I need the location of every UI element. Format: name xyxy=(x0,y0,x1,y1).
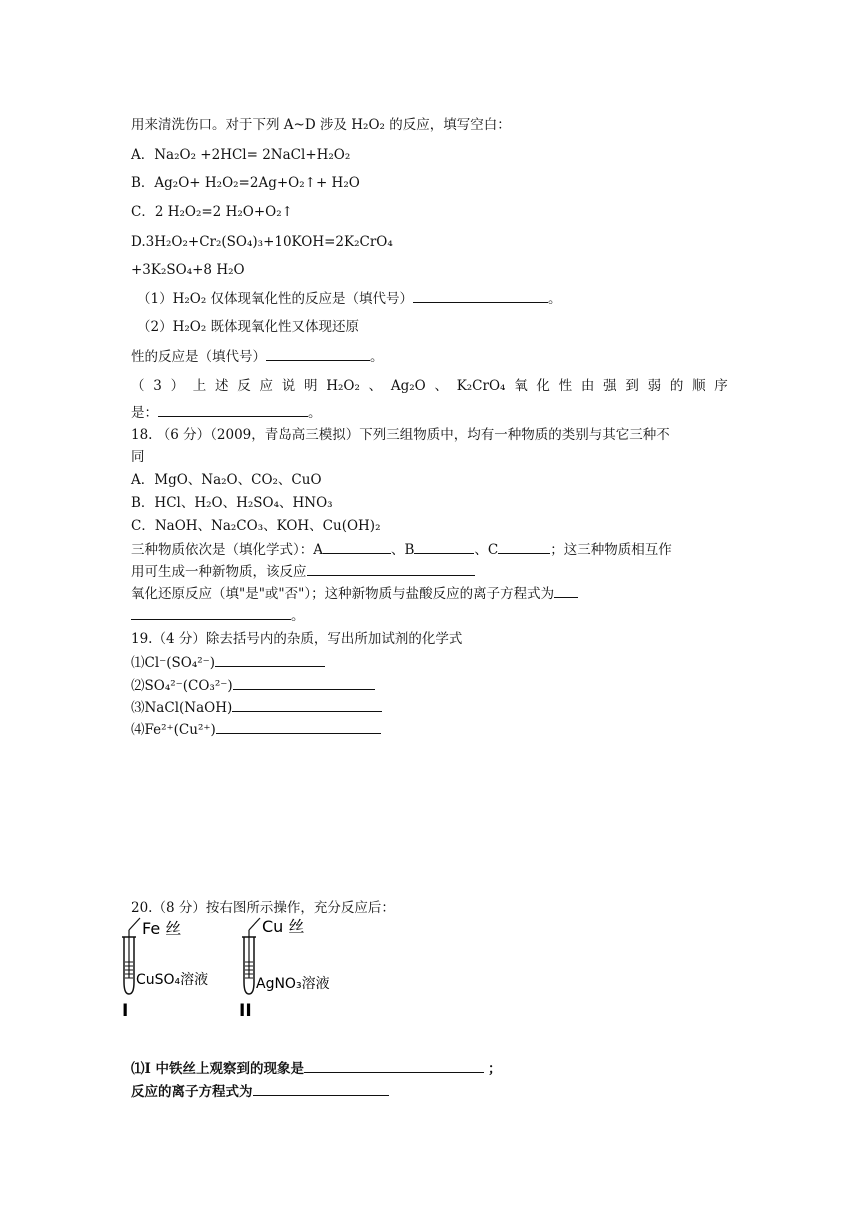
q17-part2-line2 xyxy=(131,347,384,366)
q17-option-d-line1: D.3H₂O₂+Cr₂(SO₄)₃+10KOH=2K₂CrO₄ xyxy=(131,234,393,250)
q19-heading: 19.（4 分）除去括号内的杂质，写出所加试剂的化学式 xyxy=(131,631,463,647)
q17-option-a: A．Na₂O₂ +2HCl= 2NaCl+H₂O₂ xyxy=(131,147,351,163)
q19-blank2[interactable] xyxy=(233,676,375,690)
q17-part3-line1 xyxy=(131,377,728,395)
q17-part3-word: 、 xyxy=(368,378,383,394)
q19-item4-text: ⑷Fe²⁺(Cu²⁺) xyxy=(131,722,216,738)
q18-reaction-text: 用可生成一种新物质，该反应 xyxy=(131,564,307,580)
q17-part1-text: （1）H₂O₂ 仅体现氧化性的反应是（填代号） xyxy=(137,291,414,307)
cuso4-solution-label: CuSO₄溶液 xyxy=(136,972,209,988)
q17-part2-text: 性的反应是（填代号） xyxy=(131,349,266,365)
q17-part3-word: 、 xyxy=(434,378,448,394)
q17-option-c: C．2 H₂O₂=2 H₂O+O₂↑ xyxy=(131,204,293,220)
intro-line: 用来清洗伤口。对于下列 A~D 涉及 H₂O₂ 的反应，填写空白： xyxy=(131,117,511,133)
q17-part1-blank[interactable] xyxy=(413,289,548,303)
tube-1-numeral: I xyxy=(122,1001,129,1021)
q18-group-c: C．NaOH、Na₂CO₃、KOH、Cu(OH)₂ xyxy=(131,518,381,534)
q20-sub1-end: ； xyxy=(488,1061,502,1077)
q18-heading-line2: 同 xyxy=(131,449,145,465)
q17-part3-word: 强 xyxy=(603,378,617,394)
q17-part3-word: 上 xyxy=(192,378,207,394)
q19-item3 xyxy=(131,698,382,717)
q17-part2-line1: （2）H₂O₂ 既体现氧化性又体现还原 xyxy=(137,319,360,335)
q17-part3-word: 应 xyxy=(259,378,273,394)
q18-group-a: A．MgO、Na₂O、CO₂、CuO xyxy=(131,472,322,488)
q17-part3-word: 明 xyxy=(303,378,318,394)
q17-option-b: B．Ag₂O+ H₂O₂=2Ag+O₂↑+ H₂O xyxy=(131,175,360,191)
q18-answer-line3 xyxy=(131,584,578,603)
q19-blank4[interactable] xyxy=(216,720,381,734)
q18-blank-ionic[interactable] xyxy=(131,606,291,620)
q17-part3-word: Ag₂O xyxy=(390,378,426,394)
q20-sub1-text: ⑴I 中铁丝上观察到的现象是 xyxy=(131,1061,305,1077)
q17-part3-word: 序 xyxy=(714,378,728,394)
q19-item3-text: ⑶NaCl(NaOH) xyxy=(131,700,233,716)
q18-answer-tail: ；这三种物质相互作 xyxy=(550,542,672,558)
q17-part3-lead: 是： xyxy=(131,405,158,421)
q17-part3-word: 3 xyxy=(153,378,162,394)
q20-blank-observation[interactable] xyxy=(304,1059,484,1073)
q17-part3-word: 的 xyxy=(669,378,684,394)
q19-item4 xyxy=(131,720,381,739)
cu-wire-label: Cu 丝 xyxy=(262,917,305,936)
q17-part3-word: K₂CrO₄ xyxy=(456,378,506,394)
q20-heading: 20.（8 分）按右图所示操作，充分反应后： xyxy=(131,900,395,916)
q17-part1 xyxy=(137,289,562,308)
q17-part3-blank[interactable] xyxy=(158,403,308,417)
q17-part3-word: H₂O₂ xyxy=(326,378,360,394)
q20-blank-equation[interactable] xyxy=(253,1082,389,1096)
q18-answer-b-label: 、B xyxy=(391,542,415,558)
fe-wire-label: Fe 丝 xyxy=(142,919,182,938)
tube-2-numeral: II xyxy=(239,1001,252,1021)
q17-option-d-line2: +3K₂SO₄+8 H₂O xyxy=(131,262,245,278)
agno3-solution-label: AgNO₃溶液 xyxy=(256,976,330,992)
q17-part3-word: 述 xyxy=(215,378,229,394)
q18-answer-a-label: 三种物质依次是（填化学式）：A xyxy=(131,542,323,558)
q17-part3-word: 反 xyxy=(237,378,251,394)
q18-blank-c[interactable] xyxy=(498,540,550,554)
q17-part3-word: 到 xyxy=(625,378,639,394)
q18-answer-line1 xyxy=(131,540,672,559)
q17-part3-word: 弱 xyxy=(647,378,662,394)
q19-blank3[interactable] xyxy=(232,698,382,712)
q17-part3-word: ） xyxy=(170,378,185,394)
q19-item1 xyxy=(131,653,325,672)
q19-blank1[interactable] xyxy=(215,653,325,667)
q17-part2-blank[interactable] xyxy=(266,347,370,361)
q19-item2 xyxy=(131,676,375,695)
q17-part3-line2 xyxy=(131,403,322,422)
q18-answer-line2 xyxy=(131,562,475,581)
q18-blank-b[interactable] xyxy=(414,540,474,554)
q17-part3-word: 性 xyxy=(558,378,573,394)
q18-ionic-text: 氧化还原反应（填"是"或"否"）；这种新物质与盐酸反应的离子方程式为 xyxy=(131,586,555,602)
q20-sub1 xyxy=(131,1059,502,1078)
q17-part3-word: （ xyxy=(131,378,145,394)
q18-group-b: B．HCl、H₂O、H₂SO₄、HNO₃ xyxy=(131,495,333,511)
q18-blank-ionic-start[interactable] xyxy=(554,584,578,598)
q17-part3-end: 。 xyxy=(308,405,322,421)
q19-item1-text: ⑴Cl⁻(SO₄²⁻) xyxy=(131,655,216,671)
q18-answer-line4 xyxy=(131,606,305,625)
q17-part2-end: 。 xyxy=(370,349,384,365)
q17-part1-end: 。 xyxy=(548,291,562,307)
q17-part3-word: 氧 xyxy=(514,378,528,394)
q18-blank-a[interactable] xyxy=(323,540,391,554)
q17-part3-word: 顺 xyxy=(692,378,706,394)
q18-blank-redox[interactable] xyxy=(307,562,475,576)
q17-part3-word: 说 xyxy=(281,378,296,394)
q19-item2-text: ⑵SO₄²⁻(CO₃²⁻) xyxy=(131,678,233,694)
q20-sub2-text: 反应的离子方程式为 xyxy=(131,1084,253,1100)
q18-answer-c-label: 、C xyxy=(474,542,499,558)
q17-part3-word: 由 xyxy=(580,378,595,394)
test-tube-figure xyxy=(110,912,360,1022)
q17-part3-word: 化 xyxy=(536,378,550,394)
q18-heading-line1: 18. （6 分）（2009，青岛高三模拟）下列三组物质中，均有一种物质的类别与其它三种不 xyxy=(131,427,670,443)
q18-answer-end: 。 xyxy=(291,608,305,624)
q20-sub2 xyxy=(131,1082,389,1101)
